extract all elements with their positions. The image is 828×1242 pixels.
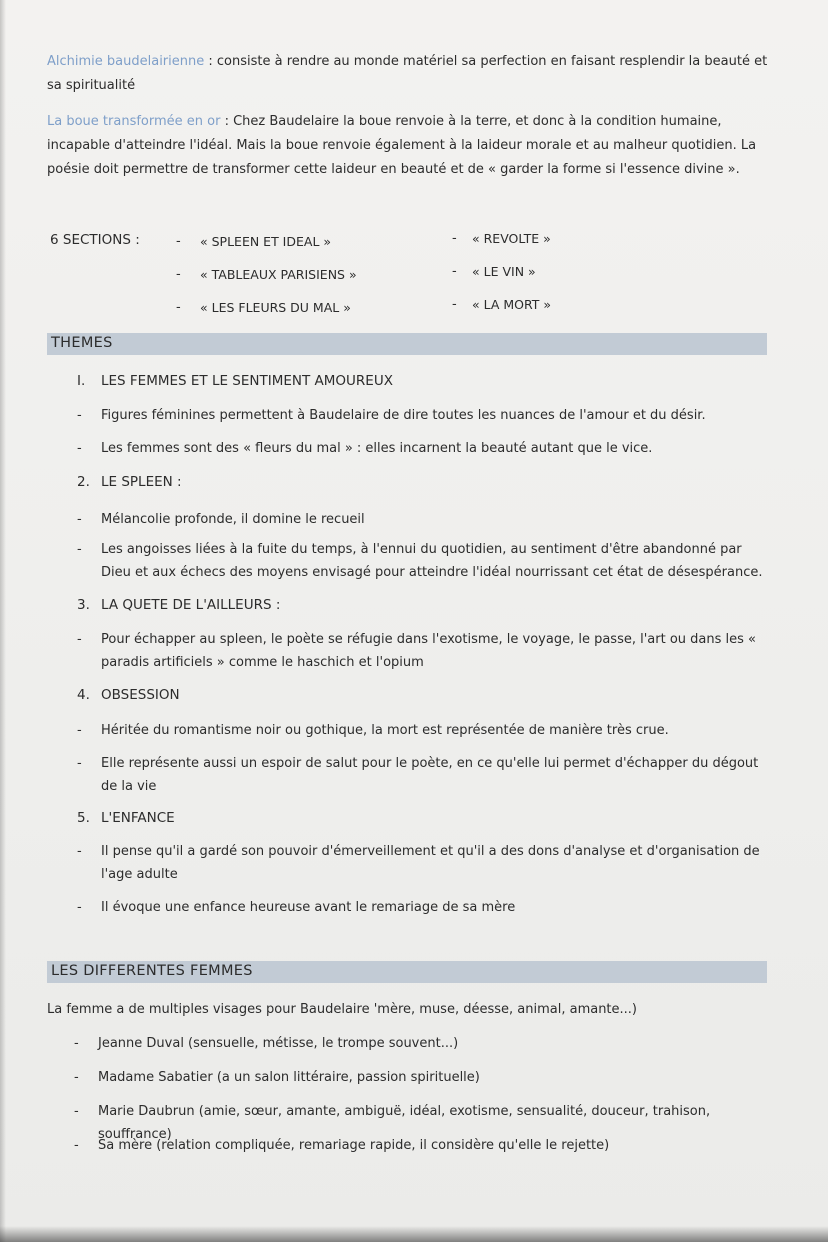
- theme-title: LES FEMMES ET LE SENTIMENT AMOUREUX: [101, 373, 393, 389]
- theme-heading: [77, 474, 182, 490]
- boue-paragraph: [47, 110, 769, 182]
- theme-bullet: [77, 628, 767, 674]
- femme-text: Marie Daubrun (amie, sœur, amante, ambiguë, idéal, exotisme, sensualité, douceur, trahison, souffrance): [98, 1104, 711, 1142]
- section-dash: -: [452, 264, 457, 279]
- femme-item: [74, 1134, 774, 1157]
- bullet-dash: -: [74, 1036, 79, 1051]
- bullet-dash: -: [77, 723, 82, 738]
- theme-number: 3.: [77, 597, 90, 613]
- alchimie-text: : consiste à rendre au monde matériel sa perfection en faisant resplendir la beauté et sa spiritualité: [47, 54, 768, 93]
- bullet-text: Les angoisses liées à la fuite du temps, à l'ennui du quotidien, au sentiment d'être abandonné par Dieu et aux échecs des moyens envisagé pour atteindre l'idéal nourrissant cet état de désespérance.: [101, 542, 763, 580]
- theme-heading: [77, 597, 280, 613]
- theme-number: 4.: [77, 687, 90, 703]
- bullet-dash: -: [74, 1070, 79, 1085]
- bullet-dash: -: [74, 1138, 79, 1153]
- bullet-text: Il pense qu'il a gardé son pouvoir d'émerveillement et qu'il a des dons d'analyse et d'organisation de l'age adulte: [101, 844, 760, 882]
- femme-text: Sa mère (relation compliquée, remariage rapide, il considère qu'elle le rejette): [98, 1138, 610, 1153]
- theme-bullet: [77, 437, 767, 460]
- section-dash: -: [176, 267, 181, 282]
- theme-bullet: [77, 752, 767, 798]
- section-item: « LE VIN »: [472, 264, 536, 279]
- bullet-dash: -: [77, 441, 82, 456]
- page-edge-shadow: [0, 0, 6, 1242]
- section-item: « LES FLEURS DU MAL »: [200, 300, 351, 315]
- alchimie-label: Alchimie baudelairienne: [47, 54, 205, 69]
- boue-text: : Chez Baudelaire la boue renvoie à la terre, et donc à la condition humaine, incapable d'atteindre l'idéal. Mais la boue renvoie également à la laideur morale et au malheur quotidien. La poésie doit permettre de transformer cette laideur en beauté et de « garder la forme si l'essence divine ».: [47, 114, 757, 177]
- section-item: « REVOLTE »: [472, 231, 551, 246]
- theme-heading: [77, 373, 393, 389]
- section-dash: -: [452, 231, 457, 246]
- theme-title: L'ENFANCE: [101, 810, 175, 826]
- section-item: « TABLEAUX PARISIENS »: [200, 267, 357, 282]
- bullet-text: Héritée du romantisme noir ou gothique, la mort est représentée de manière très crue.: [101, 723, 669, 738]
- theme-title: OBSESSION: [101, 687, 180, 703]
- femme-item: [74, 1032, 774, 1055]
- themes-title: THEMES: [51, 335, 113, 351]
- theme-title: LA QUETE DE L'AILLEURS :: [101, 597, 281, 613]
- bullet-dash: -: [77, 632, 82, 647]
- section-dash: -: [176, 234, 181, 249]
- bullet-dash: -: [77, 756, 82, 771]
- bullet-dash: -: [77, 542, 82, 557]
- themes-heading-band: [47, 333, 767, 355]
- theme-bullet: [77, 719, 767, 742]
- bullet-dash: -: [74, 1104, 79, 1119]
- bullet-text: Elle représente aussi un espoir de salut pour le poète, en ce qu'elle lui permet d'échapper du dégout de la vie: [101, 756, 759, 794]
- theme-number: 5.: [77, 810, 90, 826]
- femme-item: [74, 1066, 774, 1089]
- theme-heading: [77, 810, 175, 826]
- theme-bullet: [77, 508, 767, 531]
- theme-bullet: [77, 538, 767, 584]
- theme-bullet: [77, 840, 767, 886]
- femmes-heading-band: [47, 961, 767, 983]
- section-dash: -: [176, 300, 181, 315]
- femme-text: Jeanne Duval (sensuelle, métisse, le trompe souvent...): [98, 1036, 459, 1051]
- femme-text: Madame Sabatier (a un salon littéraire, passion spirituelle): [98, 1070, 480, 1085]
- section-item: « SPLEEN ET IDEAL »: [200, 234, 332, 249]
- bullet-text: Les femmes sont des « fleurs du mal » : elles incarnent la beauté autant que le vice.: [101, 441, 653, 456]
- boue-label: La boue transformée en or: [47, 114, 221, 129]
- section-dash: -: [452, 297, 457, 312]
- bullet-text: Mélancolie profonde, il domine le recueil: [101, 512, 365, 527]
- bullet-dash: -: [77, 408, 82, 423]
- femmes-title: LES DIFFERENTES FEMMES: [51, 963, 253, 979]
- bullet-text: Pour échapper au spleen, le poète se réfugie dans l'exotisme, le voyage, le passe, l'art ou dans les « paradis artificiels » comme le haschich et l'opium: [101, 632, 756, 670]
- bullet-text: Il évoque une enfance heureuse avant le remariage de sa mère: [101, 900, 516, 915]
- theme-number: 2.: [77, 474, 90, 490]
- theme-bullet: [77, 896, 767, 919]
- theme-number: I.: [77, 373, 86, 389]
- alchimie-paragraph: [47, 50, 769, 98]
- theme-title: LE SPLEEN :: [101, 474, 182, 490]
- bullet-text: Figures féminines permettent à Baudelaire de dire toutes les nuances de l'amour et du désir.: [101, 408, 706, 423]
- bullet-dash: -: [77, 512, 82, 527]
- page-bottom-shadow: [0, 1226, 828, 1242]
- section-item: « LA MORT »: [472, 297, 552, 312]
- sections-label: 6 SECTIONS :: [50, 232, 140, 248]
- bullet-dash: -: [77, 900, 82, 915]
- theme-heading: [77, 687, 180, 703]
- theme-bullet: [77, 404, 767, 427]
- bullet-dash: -: [77, 844, 82, 859]
- femmes-intro: La femme a de multiples visages pour Baudelaire 'mère, muse, déesse, animal, amante...): [47, 1002, 637, 1017]
